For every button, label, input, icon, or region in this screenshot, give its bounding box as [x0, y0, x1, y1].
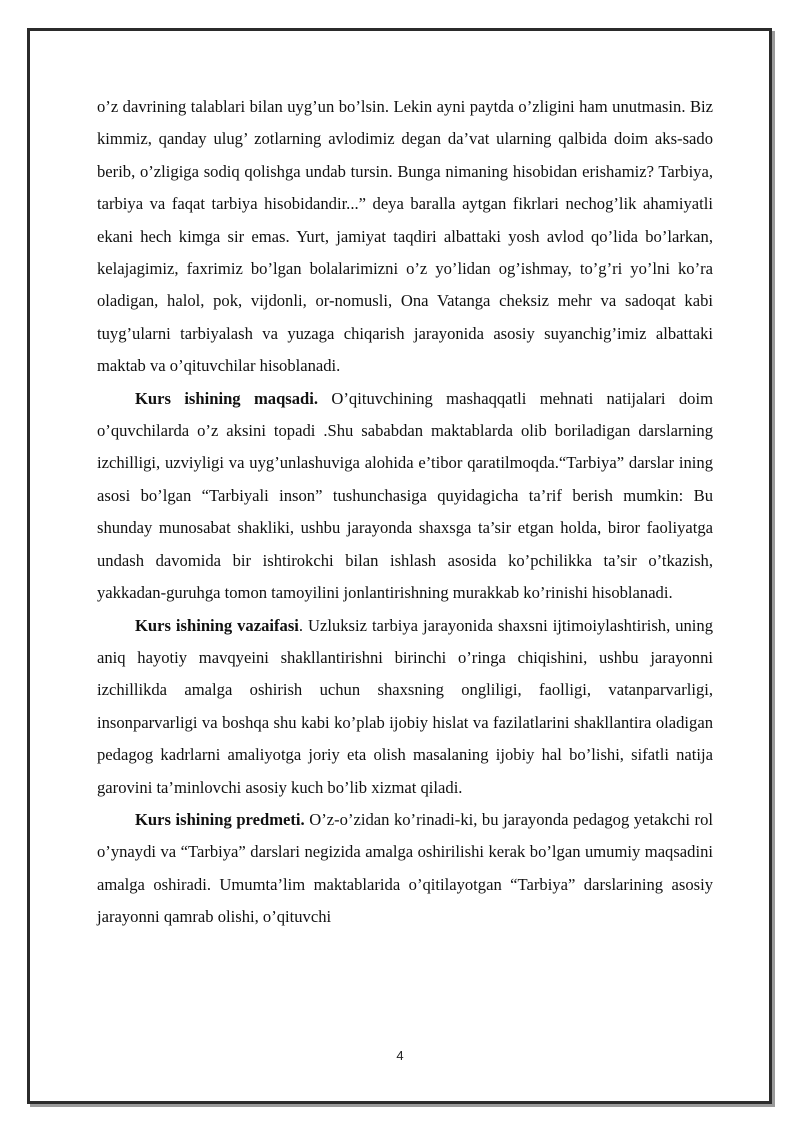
- paragraph-vazifasi: [97, 610, 713, 804]
- heading-predmeti: Kurs ishining predmeti.: [135, 809, 305, 829]
- page-number: 4: [396, 1048, 404, 1063]
- paragraph-intro-text: o’z davrining talablari bilan uyg’un bo’lsin. Lekin ayni paytda o’zligini ham unutmasin. Biz kimmiz, qanday ulug’ zotlarning avlodimiz degan da’vat ularning qalbida doim aks-sado berib, o’zligiga sodiq qolishga undab tursin. Bunga nimaning hisobidan erishamiz? Tarbiya, tarbiya va faqat tarbiya hisobidandir...” deya baralla aytgan fikrlari nechog’lik ahamiyatli ekani hech kimga sir emas. Yurt, jamiyat taqdiri albattaki yosh avlod qo’lida bo’larkan, kelajagimiz, faxrimiz bo’lgan bolalarimizni o’z yo’lidan og’ishmay, to’g’ri yo’lni ko’ra oladigan, halol, pok, vijdonli, or-nomusli, Ona Vatanga cheksiz mehr va sadoqat kabi tuyg’ularni tarbiyalash va yuzaga chiqarish jarayonida asosiy suyanchig’imiz albattaki maktab va o’qituvchilar hisoblanadi.: [97, 97, 713, 376]
- paragraph-maqsadi-text: O’qituvchining mashaqqatli mehnati natijalari doim o’quvchilarda o’z aksini topadi .Shu sababdan maktablarda olib boriladigan darslarning izchilligi, uzviyligi va uyg’unlashuviga alohida e’tibor qaratilmoqda.“Tarbiya” darslar ining asosi bo’lgan “Tarbiyali inson” tushunchasiga quyidagicha ta’rif berish mumkin: Bu shunday munosabat shakliki, ushbu jarayonda shaxsga ta’sir etgan holda, biror faoliyatga undash davomida bir ishtirokchi bilan ishlash asosida ko’pchilikka ta’sir o’tkazish, yakkadan-guruhga tomon tamoyilini jonlantirishning murakkab ko’rinishi hisoblanadi.: [97, 388, 713, 603]
- document-body: [97, 91, 713, 934]
- paragraph-predmeti: [97, 804, 713, 934]
- paragraph-vazifasi-text: . Uzluksiz tarbiya jarayonida shaxsni ijtimoiylashtirish, uning aniq hayotiy mavqyeini shakllantirishni birinchi o’ringa chiqishini, ushbu jarayonni izchillikda amalga oshirish uchun shaxsning ongliligi, faolligi, vatanparvarligi, insonparvarligi va boshqa shu kabi ko’plab ijobiy hislat va fazilatlarini shakllantira oladigan pedagog kadrlarni amaliyotga joriy eta olish masalaning ijobiy hal bo’lishi, sifatli natija garovini ta’minlovchi asosiy kuch bo’lib xizmat qiladi.: [97, 615, 713, 797]
- heading-vazifasi: Kurs ishining vazaifasi: [135, 615, 299, 635]
- paragraph-predmeti-text: O’z-o’zidan ko’rinadi-ki, bu jarayonda pedagog yetakchi rol o’ynaydi va “Tarbiya” darslari negizida amalga oshirilishi kerak bo’lgan umumiy maqsadini amalga oshiradi. Umumta’lim maktablarida o’qitilayotgan “Tarbiya” darslarining asosiy jarayonni qamrab olishi, o’qituvchi: [97, 809, 713, 927]
- paragraph-maqsadi: [97, 383, 713, 610]
- paragraph-intro: [97, 91, 713, 383]
- heading-maqsadi: Kurs ishining maqsadi.: [135, 388, 319, 408]
